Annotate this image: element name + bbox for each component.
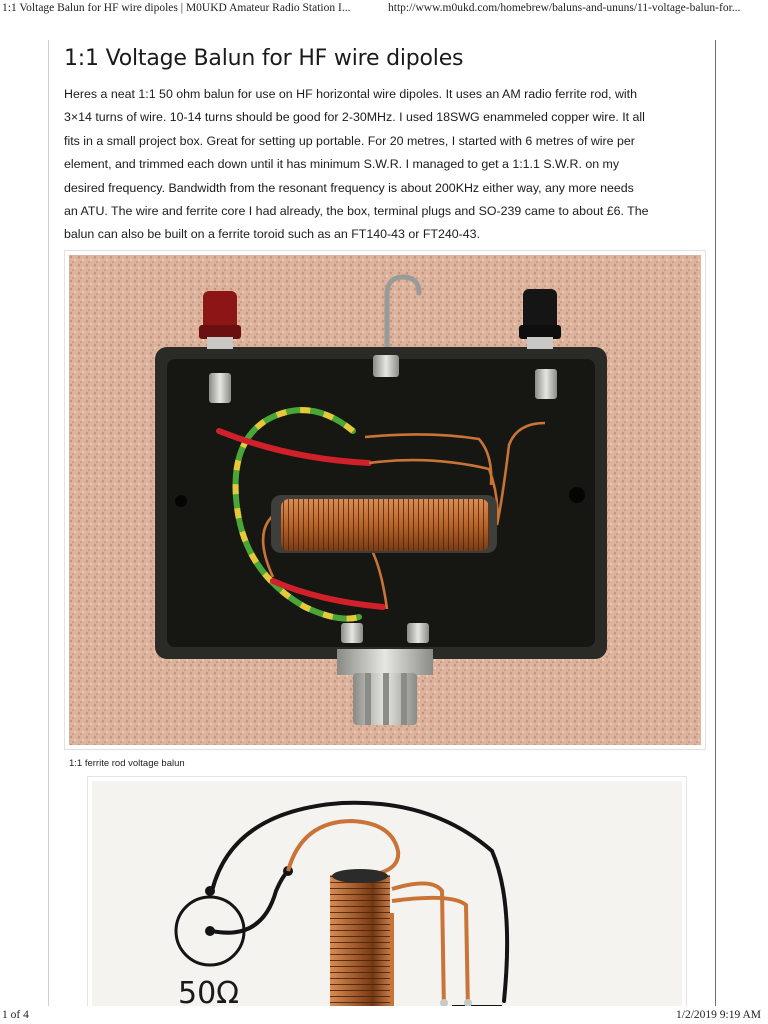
diagram-impedance-label: 50Ω bbox=[178, 976, 240, 1006]
balun-photo bbox=[64, 250, 706, 750]
body-line: element, and trimmed each down until it has minimum S.W.R. I managed to get a 1:1.1 S.W.R. on my bbox=[64, 157, 620, 172]
body-line: an ATU. The wire and ferrite core I had already, the box, terminal plugs and SO-239 came to about £6. The bbox=[64, 204, 649, 219]
body-line: balun can also be built on a ferrite toroid such as an FT140-43 or FT240-43. bbox=[64, 227, 481, 242]
print-header-title: 1:1 Voltage Balun for HF wire dipoles | M0UKD Amateur Radio Station I... bbox=[2, 2, 351, 14]
print-header bbox=[0, 0, 768, 20]
balun-photo-image bbox=[69, 255, 701, 745]
body-line: desired frequency. Bandwidth from the resonant frequency is about 200KHz either way, any more needs bbox=[64, 180, 634, 195]
body-line: fits in a small project box. Great for setting up portable. For 20 metres, I started with 6 metres of wire per bbox=[64, 133, 635, 148]
page-content bbox=[48, 40, 716, 1006]
page-number: 1 of 4 bbox=[2, 1009, 29, 1021]
print-datetime: 1/2/2019 9:19 AM bbox=[676, 1009, 761, 1021]
article-title: 1:1 Voltage Balun for HF wire dipoles bbox=[64, 46, 464, 71]
wiring-diagram-image bbox=[92, 781, 682, 1006]
print-header-url: http://www.m0ukd.com/homebrew/baluns-and-ununs/11-voltage-balun-for... bbox=[388, 2, 741, 14]
wiring-diagram bbox=[87, 776, 687, 1006]
body-line: Heres a neat 1:1 50 ohm balun for use on HF horizontal wire dipoles. It uses an AM radio ferrite rod, with bbox=[64, 87, 638, 101]
photo-caption: 1:1 ferrite rod voltage balun bbox=[69, 758, 185, 769]
print-footer bbox=[0, 1006, 768, 1024]
body-line: 3×14 turns of wire. 10-14 turns should be good for 2-30MHz. I used 18SWG enammeled copper wire. It all bbox=[64, 110, 645, 125]
article-body bbox=[64, 83, 709, 247]
